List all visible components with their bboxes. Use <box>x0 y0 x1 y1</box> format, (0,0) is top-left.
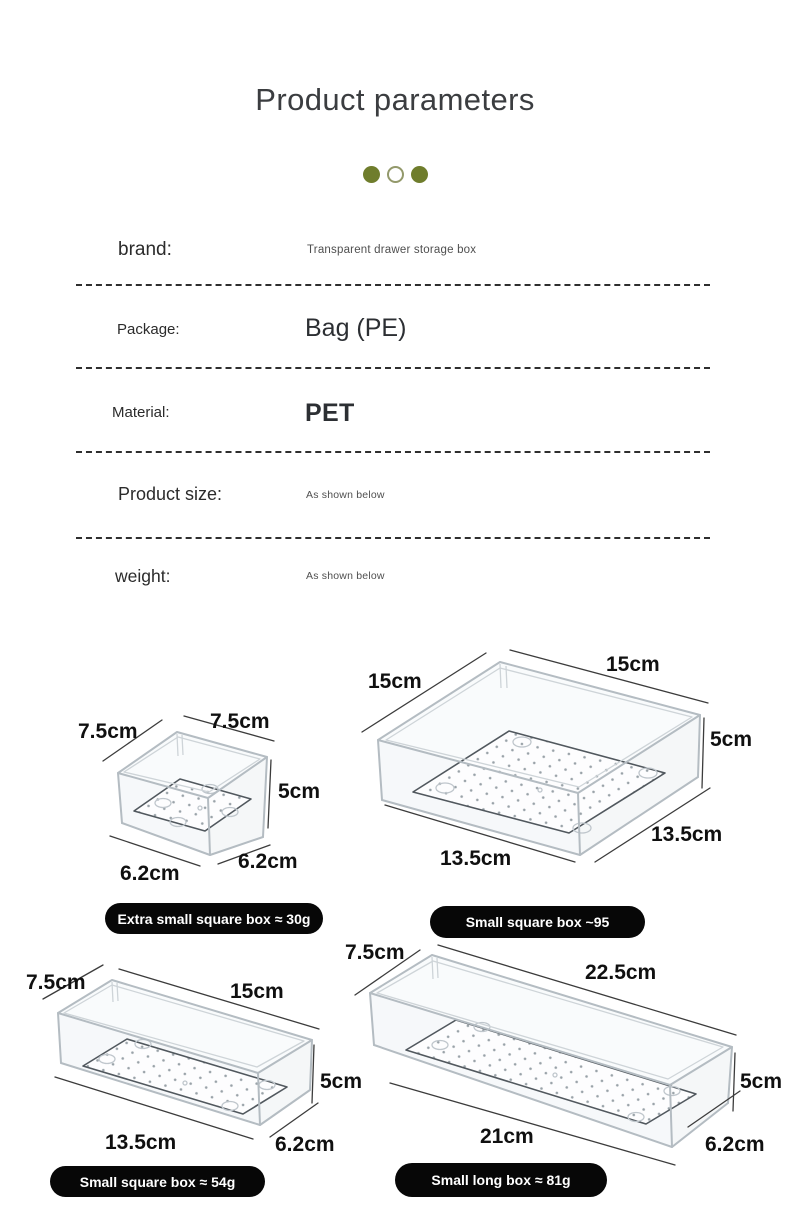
param-value-brand: Transparent drawer storage box <box>307 244 477 256</box>
param-value-weight: As shown below <box>306 570 385 582</box>
param-label-brand: brand: <box>118 239 172 260</box>
param-label-size: Product size: <box>118 484 223 504</box>
dim-label-top-left: 7.5cm <box>345 941 405 964</box>
dim-label-top-right: 22.5cm <box>585 961 657 984</box>
product-weight-badge <box>105 903 323 934</box>
dim-label-top-right: 15cm <box>606 653 660 676</box>
dot-filled-icon <box>411 166 428 183</box>
product-weight-text: Small long box ≈ 81g <box>431 1172 571 1188</box>
product-weight-badge <box>395 1163 607 1197</box>
product-weight-text: Small square box ~95 <box>465 914 610 930</box>
product-card-small-rect <box>15 945 363 1205</box>
dot-filled-icon <box>363 166 380 183</box>
dim-label-height: 5cm <box>740 1070 783 1093</box>
dim-label-top-left: 7.5cm <box>26 971 86 994</box>
dim-label-top-left: 15cm <box>368 670 422 693</box>
dim-label-bottom-right: 13.5cm <box>651 823 723 846</box>
dim-label-top-right: 15cm <box>230 980 284 1003</box>
product-weight-text: Extra small square box ≈ 30g <box>117 910 311 927</box>
product-weight-badge <box>430 906 645 938</box>
carousel-dots <box>0 166 790 183</box>
product-card-extra-small-square <box>60 640 340 940</box>
dim-label-bottom-left: 6.2cm <box>120 862 180 885</box>
product-card-small-square <box>360 640 760 940</box>
dashed-divider <box>76 367 710 369</box>
param-label-weight: weight: <box>115 566 171 586</box>
dim-label-bottom-right: 6.2cm <box>238 850 298 873</box>
dashed-divider <box>76 451 710 453</box>
dim-label-bottom-right: 6.2cm <box>705 1133 765 1156</box>
product-card-small-long <box>340 935 790 1206</box>
dim-label-top-right: 7.5cm <box>210 710 270 733</box>
dim-label-height: 5cm <box>278 780 321 803</box>
product-weight-badge <box>50 1166 265 1197</box>
dim-label-bottom-left: 13.5cm <box>440 847 512 870</box>
dim-label-height: 5cm <box>710 728 753 751</box>
dashed-divider <box>76 284 710 286</box>
dim-label-height: 5cm <box>320 1070 363 1093</box>
param-value-size: As shown below <box>306 489 385 501</box>
dim-label-bottom-right: 6.2cm <box>275 1133 335 1156</box>
param-label-material: Material: <box>112 404 170 421</box>
param-value-package: Bag (PE) <box>305 314 407 342</box>
dim-label-bottom-left: 13.5cm <box>105 1131 177 1154</box>
param-label-package: Package: <box>117 321 180 338</box>
product-weight-text: Small square box ≈ 54g <box>79 1173 236 1190</box>
page-title: Product parameters <box>255 82 535 117</box>
param-value-material: PET <box>305 399 355 427</box>
dim-label-bottom-left: 21cm <box>480 1125 534 1148</box>
dot-outline-icon <box>387 166 404 183</box>
dim-label-top-left: 7.5cm <box>78 720 138 743</box>
dashed-divider <box>76 537 710 539</box>
